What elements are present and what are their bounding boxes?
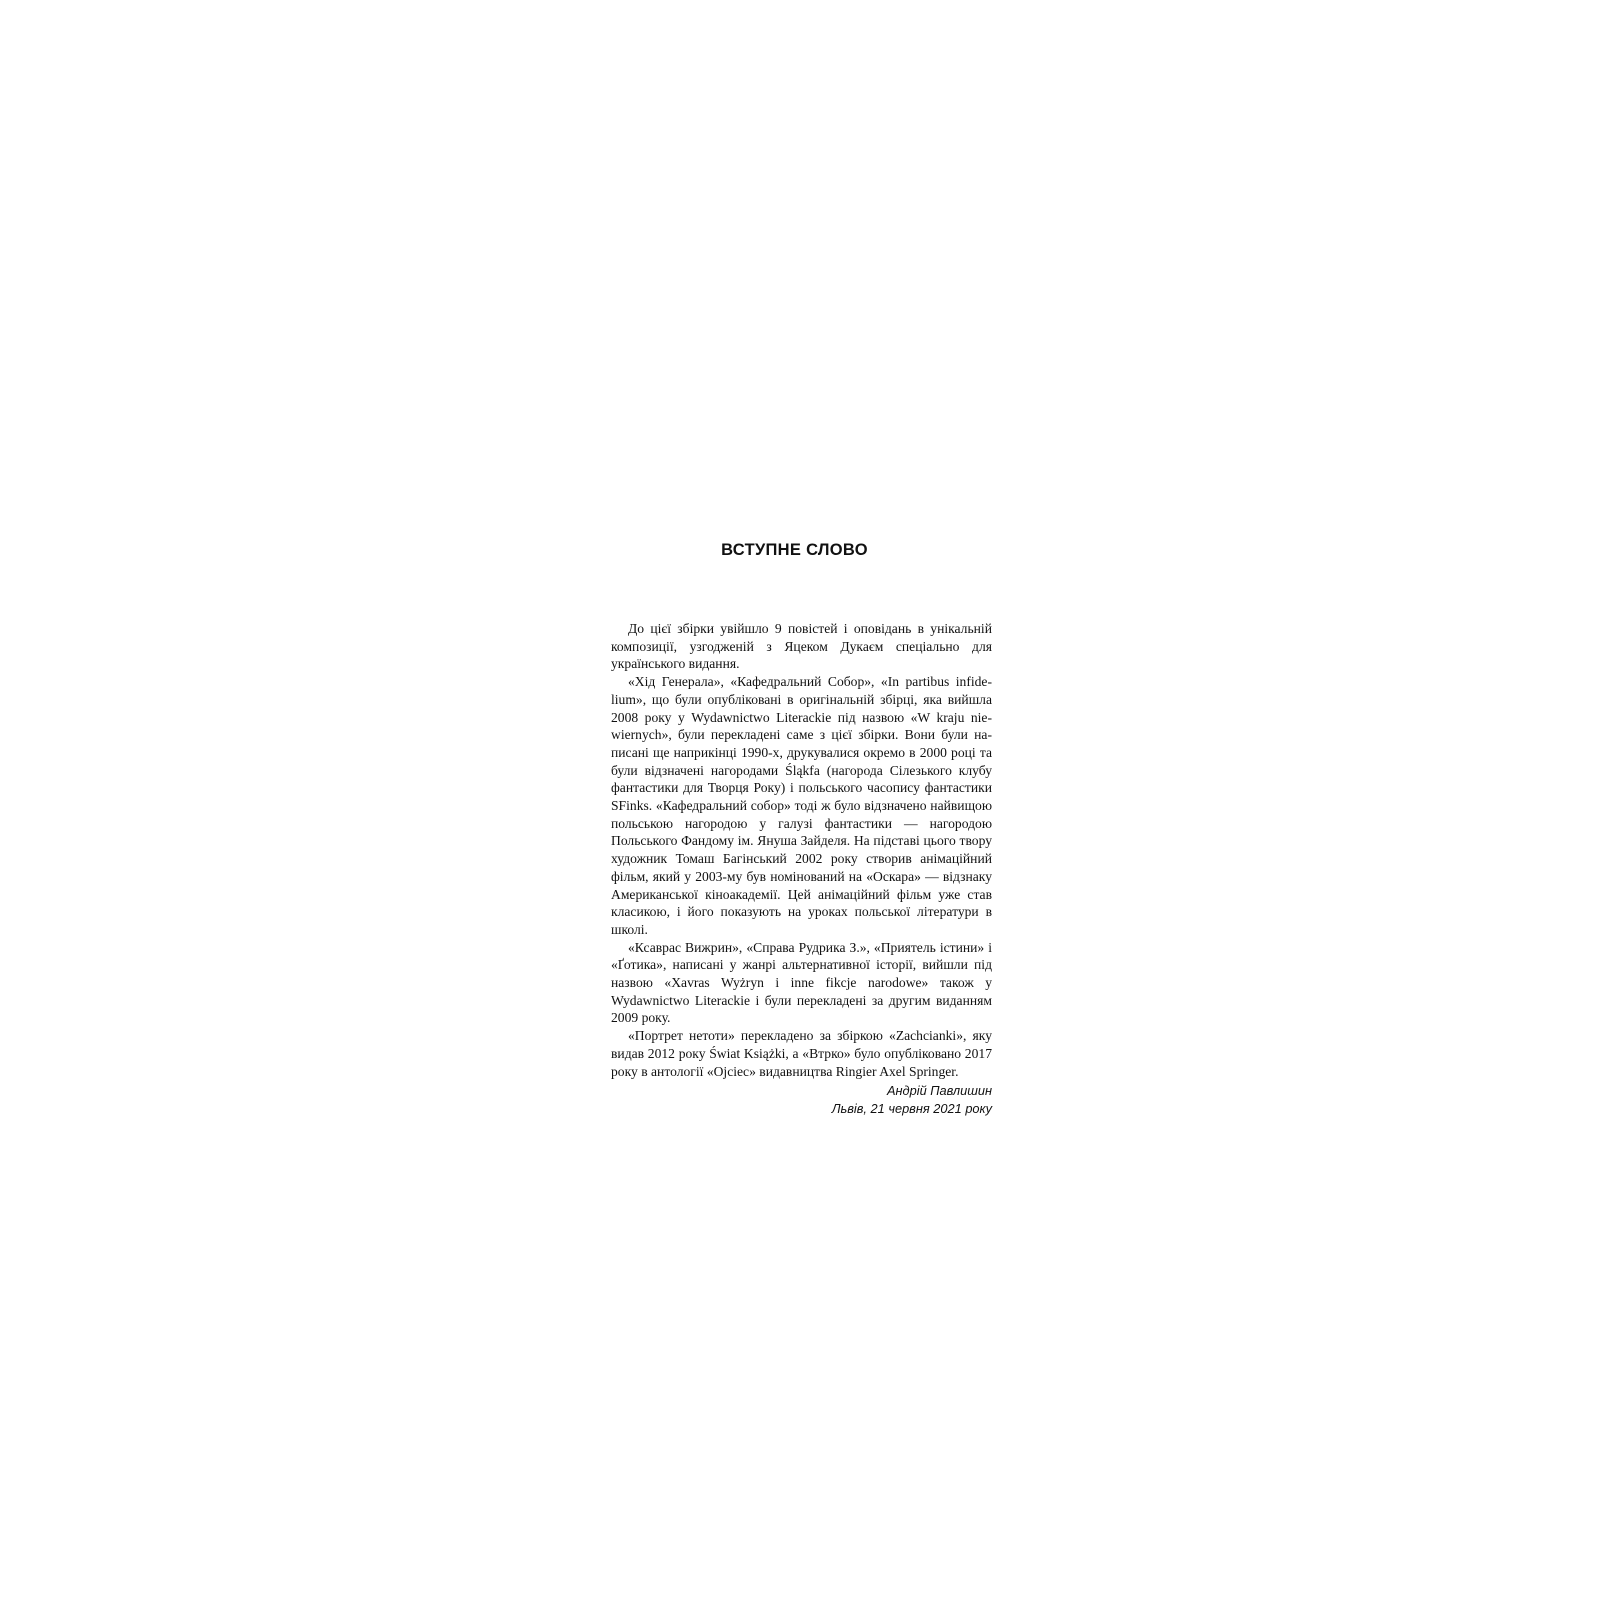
paragraph-3: «Ксаврас Вижрин», «Справа Рудрика З.», «Приятель істини» і «Ґотика», написані у жанрі альтернативної історії, вийшли під назвою «Xavras Wyżryn i inne fikcje narodowe» також у Wydawnictwo Literackie і були перекладені за другим виданням 2009 року. [611,939,992,1026]
paragraph-4: «Портрет нетоти» перекладено за збіркою «Zachcianki», яку видав 2012 року Świat Książki, а «Втрко» було опубліковано 2017 року в антології «Ojciec» видавництва Ringier Axel Springer. [611,1028,992,1079]
paragraph-2: «Хід Генерала», «Кафедральний Собор», «In partibus infidelium», що були опубліковані в оригінальній збірці, яка вийшла 2008 року у Wydawnictwo Literackie під назвою «W kraju niewiernych», були перекладені саме з цієї збірки. Вони були написані ще наприкінці 1990-х, друкувалися окремо в 2000 році та були відзначені нагородами Śląkfa (нагорода Сілезького клубу фантастики для Творця Року) і польського часопису фантастики SFinks. «Кафедральний собор» тоді ж було відзначено найвищою польською нагородою у галузі фантастики — нагородою Польського Фандому ім. Януша Зайделя. На підставі цього твору художник Томаш Багінський 2002 року створив анімаційний фільм, який у 2003-му був номінований на «Оскара» — відзнаку Американської кіноакадемії. Цей анімаційний фільм уже став класикою, і його показують на уроках польської літератури в школі. [611,674,992,937]
signature-place-date: Львів, 21 червня 2021 року [831,1101,992,1117]
page-text-block [611,540,992,1118]
page-heading: ВСТУПНЕ СЛОВО [721,541,868,559]
signature-block [611,1082,992,1118]
paragraph-1: До цієї збірки увійшло 9 повістей і оповідань в унікальній композиції, узгодженій з Яцеком Дукаєм спеціально для українського видання. [611,621,992,672]
signature-author: Андрій Павлишин [886,1083,992,1099]
